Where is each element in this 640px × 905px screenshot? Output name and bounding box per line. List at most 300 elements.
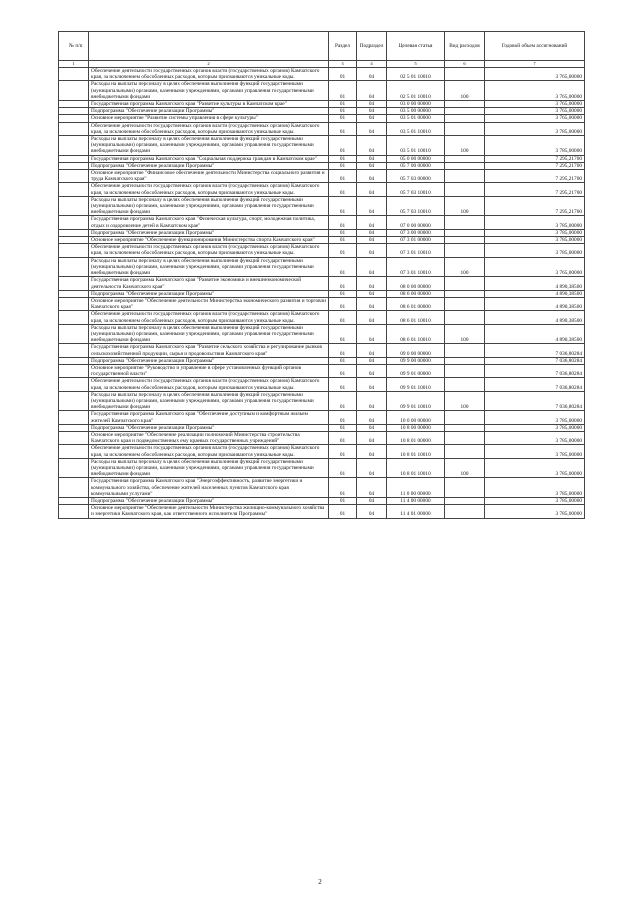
- row-vid-cell: [445, 431, 485, 444]
- row-amount-cell: 3 765,00000: [485, 101, 585, 108]
- row-amount-cell: 3 785,00000: [485, 244, 585, 257]
- row-number-cell: [59, 391, 89, 411]
- row-vid-cell: [445, 445, 485, 458]
- row-podrazdel-cell: 04: [357, 229, 387, 236]
- row-razdel-cell: 01: [329, 81, 357, 101]
- row-article-cell: 02 5 01 10010: [387, 68, 445, 81]
- row-article-cell: 10 8 00 00000: [387, 424, 445, 431]
- row-podrazdel-cell: 04: [357, 478, 387, 498]
- table-row: [59, 445, 585, 458]
- table-row: [59, 290, 585, 297]
- row-vid-cell: [445, 498, 485, 505]
- row-number-cell: [59, 196, 89, 216]
- row-article-cell: 03 5 00 00000: [387, 108, 445, 115]
- row-article-cell: 10 8 01 10010: [387, 458, 445, 478]
- row-name-cell: Подпрограмма "Обеспечение реализации Программы": [89, 357, 329, 364]
- row-razdel-cell: 01: [329, 478, 357, 498]
- row-article-cell: 07 3 00 00000: [387, 229, 445, 236]
- row-podrazdel-cell: 04: [357, 183, 387, 196]
- table-row: [59, 458, 585, 478]
- row-vid-cell: [445, 297, 485, 310]
- column-number: 1: [59, 61, 89, 68]
- row-name-cell: Расходы на выплаты персоналу в целях обеспечения выполнения функций государственными (муниципальными) органами, казенными учреждениями, органами управления государственными внебюджетными фондами: [89, 324, 329, 344]
- row-razdel-cell: 01: [329, 364, 357, 377]
- row-amount-cell: 3 765,00000: [485, 81, 585, 101]
- row-razdel-cell: 01: [329, 498, 357, 505]
- row-name-cell: Основное мероприятие "Развитие системы управления в сфере культуры": [89, 115, 329, 122]
- row-article-cell: 03 5 01 00000: [387, 115, 445, 122]
- row-number-cell: [59, 364, 89, 377]
- row-number-cell: [59, 244, 89, 257]
- row-name-cell: Расходы на выплаты персоналу в целях обеспечения выполнения функций государственными (муниципальными) органами, казенными учреждениями, органами управления государственными внебюджетными фондами: [89, 458, 329, 478]
- row-podrazdel-cell: 04: [357, 136, 387, 156]
- row-razdel-cell: 01: [329, 229, 357, 236]
- row-razdel-cell: 01: [329, 115, 357, 122]
- column-number: 2: [89, 61, 329, 68]
- row-vid-cell: [445, 170, 485, 183]
- row-podrazdel-cell: 04: [357, 81, 387, 101]
- row-article-cell: 05 7 03 00000: [387, 170, 445, 183]
- row-number-cell: [59, 458, 89, 478]
- row-article-cell: 05 7 03 10010: [387, 183, 445, 196]
- row-number-cell: [59, 115, 89, 122]
- row-vid-cell: 100: [445, 458, 485, 478]
- row-vid-cell: [445, 237, 485, 244]
- row-podrazdel-cell: 04: [357, 277, 387, 290]
- row-number-cell: [59, 498, 89, 505]
- row-name-cell: Обеспечение деятельности государственных органов власти (государственных органов) Камчатского края, за исключением обособленных расходов, которым присваиваются уникальные коды.: [89, 311, 329, 324]
- row-podrazdel-cell: 04: [357, 357, 387, 364]
- table-row: [59, 357, 585, 364]
- row-vid-cell: [445, 364, 485, 377]
- row-podrazdel-cell: 04: [357, 344, 387, 357]
- row-name-cell: Расходы на выплаты персоналу в целях обеспечения выполнения функций государственными (муниципальными) органами, казенными учреждениями, органами управления государственными внебюджетными фондами: [89, 196, 329, 216]
- row-name-cell: Расходы на выплаты персоналу в целях обеспечения выполнения функций государственными (муниципальными) органами, казенными учреждениями, органами управления государственными внебюджетными фондами: [89, 81, 329, 101]
- table-row: [59, 81, 585, 101]
- row-razdel-cell: 01: [329, 378, 357, 391]
- row-name-cell: Государственная программа Камчатского края "Развитие культуры в Камчатском крае": [89, 101, 329, 108]
- row-amount-cell: 7 036,80284: [485, 391, 585, 411]
- row-vid-cell: [445, 411, 485, 424]
- row-article-cell: 03 5 01 10010: [387, 122, 445, 135]
- row-razdel-cell: 01: [329, 424, 357, 431]
- row-name-cell: Основное мероприятие "Обеспечение реализации полномочий Министерства строительства Камчатского края и подведомственных ему краевых государственных учреждений": [89, 431, 329, 444]
- row-vid-cell: 100: [445, 257, 485, 277]
- row-vid-cell: [445, 311, 485, 324]
- row-amount-cell: 3 765,00000: [485, 115, 585, 122]
- row-number-cell: [59, 297, 89, 310]
- row-razdel-cell: 01: [329, 244, 357, 257]
- column-number-row: [59, 61, 585, 68]
- row-article-cell: 08 6 01 10010: [387, 311, 445, 324]
- row-amount-cell: 3 785,00000: [485, 411, 585, 424]
- row-number-cell: [59, 505, 89, 518]
- row-article-cell: 08 6 01 00000: [387, 297, 445, 310]
- row-number-cell: [59, 101, 89, 108]
- row-name-cell: Государственная программа Камчатского края "Развитие сельского хозяйства и регулирование рынков сельскохозяйственной продукции, сырья и продовольствия Камчатского края": [89, 344, 329, 357]
- row-razdel-cell: 01: [329, 183, 357, 196]
- table-row: [59, 155, 585, 162]
- table-row: [59, 183, 585, 196]
- row-podrazdel-cell: 04: [357, 424, 387, 431]
- row-vid-cell: [445, 478, 485, 498]
- row-amount-cell: 4 890,38500: [485, 311, 585, 324]
- header-expense-type: Вид расходов: [445, 32, 485, 61]
- header-podrazdel: Подраздел: [357, 32, 387, 61]
- row-article-cell: 09 9 00 00000: [387, 357, 445, 364]
- row-podrazdel-cell: 04: [357, 115, 387, 122]
- budget-page: [58, 31, 584, 519]
- row-amount-cell: 3 785,00000: [485, 216, 585, 229]
- table-row: [59, 324, 585, 344]
- table-row: [59, 229, 585, 236]
- row-name-cell: Подпрограмма "Обеспечение реализации Программы": [89, 229, 329, 236]
- row-podrazdel-cell: 04: [357, 196, 387, 216]
- row-number-cell: [59, 411, 89, 424]
- row-article-cell: 07 3 01 10010: [387, 257, 445, 277]
- table-row: [59, 196, 585, 216]
- column-number: 3: [329, 61, 357, 68]
- row-article-cell: 08 0 00 00000: [387, 277, 445, 290]
- table-row: [59, 244, 585, 257]
- row-vid-cell: [445, 424, 485, 431]
- row-article-cell: 08 6 00 00000: [387, 290, 445, 297]
- row-vid-cell: [445, 162, 485, 169]
- row-podrazdel-cell: 04: [357, 162, 387, 169]
- row-name-cell: Расходы на выплаты персоналу в целях обеспечения выполнения функций государственными (муниципальными) органами, казенными учреждениями, органами управления государственными внебюджетными фондами: [89, 257, 329, 277]
- row-razdel-cell: 01: [329, 431, 357, 444]
- row-razdel-cell: 01: [329, 458, 357, 478]
- row-article-cell: 10 8 01 10010: [387, 445, 445, 458]
- row-article-cell: 11 4 00 00000: [387, 498, 445, 505]
- row-razdel-cell: 01: [329, 155, 357, 162]
- table-row: [59, 101, 585, 108]
- row-vid-cell: [445, 108, 485, 115]
- table-row: [59, 68, 585, 81]
- row-vid-cell: 100: [445, 81, 485, 101]
- table-row: [59, 122, 585, 135]
- row-name-cell: Государственная программа Камчатского края "Обеспечение доступным и комфортным жильем жителей Камчатского края": [89, 411, 329, 424]
- table-row: [59, 431, 585, 444]
- row-number-cell: [59, 357, 89, 364]
- row-amount-cell: 3 785,00000: [485, 445, 585, 458]
- row-razdel-cell: 01: [329, 297, 357, 310]
- row-name-cell: Основное мероприятие "Финансовое обеспечение деятельности Министерства социального развития и труда Камчатского края": [89, 170, 329, 183]
- row-razdel-cell: 01: [329, 290, 357, 297]
- row-podrazdel-cell: 04: [357, 411, 387, 424]
- row-podrazdel-cell: 04: [357, 122, 387, 135]
- row-number-cell: [59, 122, 89, 135]
- row-razdel-cell: 01: [329, 277, 357, 290]
- row-razdel-cell: 01: [329, 357, 357, 364]
- row-podrazdel-cell: 04: [357, 170, 387, 183]
- row-vid-cell: [445, 155, 485, 162]
- row-number-cell: [59, 170, 89, 183]
- row-razdel-cell: 01: [329, 311, 357, 324]
- row-number-cell: [59, 478, 89, 498]
- table-row: [59, 170, 585, 183]
- row-amount-cell: 3 785,00000: [485, 505, 585, 518]
- header-razdel: Раздел: [329, 32, 357, 61]
- row-amount-cell: 3 785,00000: [485, 424, 585, 431]
- row-amount-cell: 7 036,80284: [485, 378, 585, 391]
- row-razdel-cell: 01: [329, 344, 357, 357]
- row-name-cell: Обеспечение деятельности государственных органов власти (государственных органов) Камчатского края, за исключением обособленных расходов, которым присваиваются уникальные коды.: [89, 183, 329, 196]
- row-name-cell: Государственная программа Камчатского края "Энергоэффективность, развитие энергетики и коммунального хозяйства, обеспечение жителей населенных пунктов Камчатского края коммунальными услугами": [89, 478, 329, 498]
- row-razdel-cell: 01: [329, 68, 357, 81]
- row-vid-cell: [445, 378, 485, 391]
- row-vid-cell: 100: [445, 196, 485, 216]
- row-article-cell: 05 7 03 10010: [387, 196, 445, 216]
- row-amount-cell: 7 295,21700: [485, 196, 585, 216]
- row-podrazdel-cell: 04: [357, 378, 387, 391]
- table-row: [59, 498, 585, 505]
- row-vid-cell: [445, 122, 485, 135]
- row-podrazdel-cell: 04: [357, 431, 387, 444]
- row-razdel-cell: 01: [329, 101, 357, 108]
- row-article-cell: 03 0 00 00000: [387, 101, 445, 108]
- row-razdel-cell: 01: [329, 324, 357, 344]
- row-name-cell: Расходы на выплаты персоналу в целях обеспечения выполнения функций государственными (муниципальными) органами, казенными учреждениями, органами управления государственными внебюджетными фондами: [89, 136, 329, 156]
- row-vid-cell: [445, 505, 485, 518]
- row-article-cell: 10 0 00 00000: [387, 411, 445, 424]
- table-row: [59, 108, 585, 115]
- row-podrazdel-cell: 04: [357, 101, 387, 108]
- table-body: [59, 68, 585, 519]
- row-name-cell: Обеспечение деятельности государственных органов власти (государственных органов) Камчатского края, за исключением обособленных расходов, которым присваиваются уникальные коды.: [89, 445, 329, 458]
- row-name-cell: Основное мероприятие "Обеспечение деятельности Министерства жилищно-коммунального хозяйства и энергетики Камчатского края, как ответственного исполнителя Программы": [89, 505, 329, 518]
- table-row: [59, 411, 585, 424]
- row-number-cell: [59, 378, 89, 391]
- row-razdel-cell: 01: [329, 445, 357, 458]
- row-razdel-cell: 01: [329, 108, 357, 115]
- row-name-cell: Государственная программа Камчатского края "Физическая культура, спорт, молодежная политика, отдых и оздоровление детей в Камчатском крае": [89, 216, 329, 229]
- row-amount-cell: 3 765,00000: [485, 257, 585, 277]
- row-vid-cell: [445, 68, 485, 81]
- row-number-cell: [59, 162, 89, 169]
- row-amount-cell: 3 785,00000: [485, 498, 585, 505]
- row-article-cell: 11 4 01 00000: [387, 505, 445, 518]
- row-number-cell: [59, 445, 89, 458]
- table-row: [59, 115, 585, 122]
- row-amount-cell: 7 036,80284: [485, 357, 585, 364]
- row-number-cell: [59, 136, 89, 156]
- row-number-cell: [59, 229, 89, 236]
- row-razdel-cell: 01: [329, 136, 357, 156]
- row-amount-cell: 4 890,38500: [485, 290, 585, 297]
- row-razdel-cell: 01: [329, 257, 357, 277]
- table-row: [59, 505, 585, 518]
- row-article-cell: 09 0 00 00000: [387, 344, 445, 357]
- row-podrazdel-cell: 04: [357, 237, 387, 244]
- row-razdel-cell: 01: [329, 237, 357, 244]
- table-header-row: [59, 32, 585, 61]
- row-article-cell: 03 5 01 10010: [387, 136, 445, 156]
- row-podrazdel-cell: 04: [357, 244, 387, 257]
- row-vid-cell: [445, 115, 485, 122]
- row-article-cell: 05 0 00 00000: [387, 155, 445, 162]
- row-podrazdel-cell: 04: [357, 257, 387, 277]
- row-article-cell: 07 3 01 00000: [387, 237, 445, 244]
- column-number: 6: [445, 61, 485, 68]
- row-number-cell: [59, 108, 89, 115]
- row-name-cell: Основное мероприятие "Руководство и управление в сфере установленных функций органов государственной власти": [89, 364, 329, 377]
- row-podrazdel-cell: 04: [357, 391, 387, 411]
- row-number-cell: [59, 155, 89, 162]
- table-row: [59, 344, 585, 357]
- table-row: [59, 478, 585, 498]
- budget-table: [58, 31, 585, 519]
- row-podrazdel-cell: 04: [357, 108, 387, 115]
- row-number-cell: [59, 216, 89, 229]
- row-number-cell: [59, 183, 89, 196]
- row-podrazdel-cell: 04: [357, 290, 387, 297]
- row-article-cell: 11 0 00 00000: [387, 478, 445, 498]
- table-row: [59, 297, 585, 310]
- row-article-cell: 02 5 01 10010: [387, 81, 445, 101]
- row-podrazdel-cell: 04: [357, 311, 387, 324]
- table-row: [59, 378, 585, 391]
- row-name-cell: Обеспечение деятельности государственных органов власти (государственных органов) Камчатского края, за исключением обособленных расходов, которым присваиваются уникальные коды.: [89, 122, 329, 135]
- row-amount-cell: 3 785,00000: [485, 478, 585, 498]
- row-vid-cell: [445, 277, 485, 290]
- table-row: [59, 237, 585, 244]
- row-name-cell: Обеспечение деятельности государственных органов власти (государственных органов) Камчатского края, за исключением обособленных расходов, которым присваиваются уникальные коды.: [89, 244, 329, 257]
- row-amount-cell: 3 765,00000: [485, 68, 585, 81]
- row-amount-cell: 3 765,00000: [485, 108, 585, 115]
- row-number-cell: [59, 344, 89, 357]
- row-vid-cell: [445, 357, 485, 364]
- row-amount-cell: 3 785,00000: [485, 431, 585, 444]
- row-article-cell: 05 7 00 00000: [387, 162, 445, 169]
- header-annual-amount: Годовой объем ассигнований: [485, 32, 585, 61]
- column-number: 4: [357, 61, 387, 68]
- row-vid-cell: [445, 183, 485, 196]
- row-amount-cell: 4 890,38500: [485, 324, 585, 344]
- row-podrazdel-cell: 04: [357, 445, 387, 458]
- row-vid-cell: [445, 290, 485, 297]
- row-amount-cell: 7 295,21700: [485, 155, 585, 162]
- row-number-cell: [59, 311, 89, 324]
- row-razdel-cell: 01: [329, 216, 357, 229]
- row-number-cell: [59, 257, 89, 277]
- header-name: [89, 32, 329, 61]
- row-podrazdel-cell: 04: [357, 364, 387, 377]
- row-name-cell: Государственная программа Камчатского края "Социальная поддержка граждан в Камчатском крае": [89, 155, 329, 162]
- row-vid-cell: [445, 344, 485, 357]
- row-vid-cell: 100: [445, 136, 485, 156]
- row-number-cell: [59, 290, 89, 297]
- table-row: [59, 162, 585, 169]
- row-name-cell: Основное мероприятие "Обеспечение функционирования Министерства спорта Камчатского края": [89, 237, 329, 244]
- row-article-cell: 10 8 01 00000: [387, 431, 445, 444]
- row-name-cell: Подпрограмма "Обеспечение реализации Программы": [89, 498, 329, 505]
- row-name-cell: Расходы на выплаты персоналу в целях обеспечения выполнения функций государственными (муниципальными) органами, казенными учреждениями, органами управления государственными внебюджетными фондами: [89, 391, 329, 411]
- row-name-cell: Подпрограмма "Обеспечение реализации Программы": [89, 108, 329, 115]
- header-number: № п/п: [59, 32, 89, 61]
- row-article-cell: 08 6 01 10010: [387, 324, 445, 344]
- row-article-cell: 07 3 01 10010: [387, 244, 445, 257]
- row-razdel-cell: 01: [329, 411, 357, 424]
- row-amount-cell: 3 785,00000: [485, 122, 585, 135]
- row-razdel-cell: 01: [329, 162, 357, 169]
- row-name-cell: Обеспечение деятельности государственных органов власти (государственных органов) Камчатского края, за исключением обособленных расходов, которым присваиваются уникальные коды.: [89, 68, 329, 81]
- row-podrazdel-cell: 04: [357, 68, 387, 81]
- table-row: [59, 257, 585, 277]
- row-podrazdel-cell: 04: [357, 505, 387, 518]
- row-article-cell: 09 9 01 10010: [387, 378, 445, 391]
- row-podrazdel-cell: 04: [357, 216, 387, 229]
- row-number-cell: [59, 277, 89, 290]
- row-article-cell: 07 0 00 00000: [387, 216, 445, 229]
- table-row: [59, 424, 585, 431]
- table-row: [59, 311, 585, 324]
- row-name-cell: Подпрограмма "Обеспечение реализации Программы": [89, 290, 329, 297]
- row-amount-cell: 3 785,00000: [485, 458, 585, 478]
- table-row: [59, 391, 585, 411]
- row-razdel-cell: 01: [329, 196, 357, 216]
- row-article-cell: 09 9 01 10010: [387, 391, 445, 411]
- row-number-cell: [59, 68, 89, 81]
- row-article-cell: 09 9 01 00000: [387, 364, 445, 377]
- row-vid-cell: [445, 216, 485, 229]
- row-razdel-cell: 01: [329, 122, 357, 135]
- row-number-cell: [59, 81, 89, 101]
- row-amount-cell: 7 295,21700: [485, 170, 585, 183]
- row-amount-cell: 4 890,38500: [485, 277, 585, 290]
- table-row: [59, 277, 585, 290]
- row-amount-cell: 7 036,80284: [485, 364, 585, 377]
- row-number-cell: [59, 324, 89, 344]
- row-podrazdel-cell: 04: [357, 297, 387, 310]
- row-razdel-cell: 01: [329, 170, 357, 183]
- row-podrazdel-cell: 04: [357, 324, 387, 344]
- row-vid-cell: 100: [445, 391, 485, 411]
- row-amount-cell: 7 295,21700: [485, 162, 585, 169]
- table-row: [59, 364, 585, 377]
- row-vid-cell: [445, 101, 485, 108]
- row-number-cell: [59, 431, 89, 444]
- row-vid-cell: 100: [445, 324, 485, 344]
- row-podrazdel-cell: 04: [357, 458, 387, 478]
- column-number: 5: [387, 61, 445, 68]
- row-vid-cell: [445, 244, 485, 257]
- row-razdel-cell: 01: [329, 505, 357, 518]
- row-amount-cell: 4 890,38500: [485, 297, 585, 310]
- row-number-cell: [59, 237, 89, 244]
- table-row: [59, 136, 585, 156]
- column-number: 7: [485, 61, 585, 68]
- row-number-cell: [59, 424, 89, 431]
- row-amount-cell: 3 785,00000: [485, 136, 585, 156]
- row-name-cell: Основное мероприятие "Обеспечение деятельности Министерства экономического развития и торговли Камчатского края": [89, 297, 329, 310]
- row-podrazdel-cell: 04: [357, 155, 387, 162]
- table-row: [59, 216, 585, 229]
- row-amount-cell: 3 785,00000: [485, 237, 585, 244]
- row-amount-cell: 7 036,80284: [485, 344, 585, 357]
- row-vid-cell: [445, 229, 485, 236]
- header-target-article: Целевая статья: [387, 32, 445, 61]
- row-name-cell: Обеспечение деятельности государственных органов власти (государственных органов) Камчатского края, за исключением обособленных расходов, которым присваиваются уникальные коды.: [89, 378, 329, 391]
- page-number: 2: [318, 878, 322, 886]
- row-amount-cell: 7 295,21700: [485, 183, 585, 196]
- row-amount-cell: 3 785,00000: [485, 229, 585, 236]
- row-razdel-cell: 01: [329, 391, 357, 411]
- row-name-cell: Государственная программа Камчатского края "Развитие экономики и внешнеэкономической деятельности Камчатского края": [89, 277, 329, 290]
- row-name-cell: Подпрограмма "Обеспечение реализации Программы": [89, 424, 329, 431]
- row-name-cell: Подпрограмма "Обеспечение реализации Программы": [89, 162, 329, 169]
- row-podrazdel-cell: 04: [357, 498, 387, 505]
